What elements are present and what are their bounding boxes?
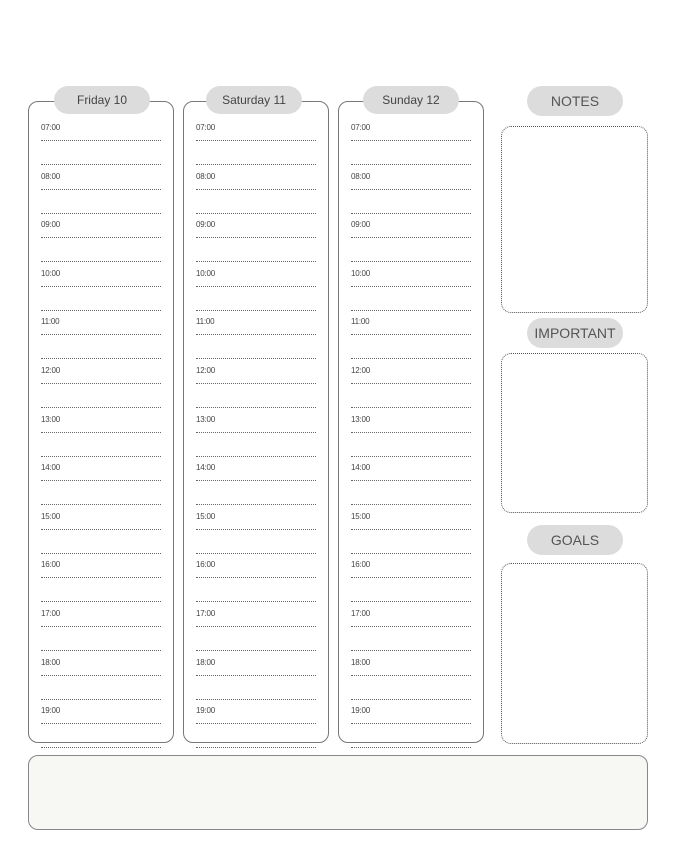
time-label: 15:00 bbox=[41, 511, 61, 521]
writing-line bbox=[41, 261, 161, 262]
time-label: 11:00 bbox=[196, 317, 215, 327]
time-slot bbox=[196, 169, 316, 218]
time-label: 09:00 bbox=[351, 220, 371, 230]
writing-line bbox=[41, 601, 161, 602]
day-column-sunday bbox=[338, 101, 484, 743]
time-label: 16:00 bbox=[196, 560, 216, 570]
bottom-notes-box[interactable] bbox=[28, 755, 648, 830]
writing-line bbox=[351, 553, 471, 554]
writing-line bbox=[41, 432, 161, 433]
time-label: 17:00 bbox=[41, 608, 61, 618]
day-column-friday bbox=[28, 101, 174, 743]
time-label: 08:00 bbox=[41, 171, 61, 181]
writing-line bbox=[196, 334, 316, 335]
writing-line bbox=[196, 383, 316, 384]
writing-line bbox=[196, 675, 316, 676]
time-label: 17:00 bbox=[351, 608, 371, 618]
time-label: 14:00 bbox=[196, 463, 216, 473]
time-slot bbox=[351, 217, 471, 266]
writing-line bbox=[41, 480, 161, 481]
writing-line bbox=[41, 334, 161, 335]
writing-line bbox=[351, 675, 471, 676]
writing-line bbox=[196, 213, 316, 214]
time-slot bbox=[196, 655, 316, 704]
time-label: 19:00 bbox=[196, 706, 216, 716]
writing-line bbox=[41, 383, 161, 384]
writing-line bbox=[196, 432, 316, 433]
time-slot bbox=[41, 703, 161, 752]
goals-box[interactable] bbox=[501, 563, 648, 744]
time-slot bbox=[196, 412, 316, 461]
time-slot bbox=[196, 314, 316, 363]
writing-line bbox=[351, 237, 471, 238]
writing-line bbox=[41, 699, 161, 700]
day-column-saturday bbox=[183, 101, 329, 743]
writing-line bbox=[351, 310, 471, 311]
time-slot bbox=[351, 509, 471, 558]
time-label: 16:00 bbox=[41, 560, 61, 570]
writing-line bbox=[196, 407, 316, 408]
time-slot bbox=[41, 266, 161, 315]
writing-line bbox=[41, 164, 161, 165]
writing-line bbox=[351, 699, 471, 700]
writing-line bbox=[41, 140, 161, 141]
time-label: 10:00 bbox=[351, 268, 371, 278]
writing-line bbox=[196, 626, 316, 627]
time-slot bbox=[41, 314, 161, 363]
time-slot bbox=[351, 703, 471, 752]
time-slot bbox=[41, 363, 161, 412]
time-slots bbox=[351, 120, 471, 752]
day-header-saturday: Saturday 11 bbox=[206, 86, 302, 114]
writing-line bbox=[351, 189, 471, 190]
time-label: 13:00 bbox=[351, 414, 371, 424]
writing-line bbox=[196, 358, 316, 359]
time-slot bbox=[196, 266, 316, 315]
time-slot bbox=[351, 266, 471, 315]
day-header-sunday: Sunday 12 bbox=[363, 86, 459, 114]
writing-line bbox=[41, 456, 161, 457]
time-label: 18:00 bbox=[41, 657, 61, 667]
time-label: 08:00 bbox=[351, 171, 371, 181]
writing-line bbox=[41, 577, 161, 578]
time-label: 07:00 bbox=[41, 123, 61, 132]
writing-line bbox=[41, 553, 161, 554]
writing-line bbox=[41, 650, 161, 651]
writing-line bbox=[196, 553, 316, 554]
writing-line bbox=[196, 747, 316, 748]
time-slot bbox=[41, 217, 161, 266]
writing-line bbox=[351, 480, 471, 481]
time-slot bbox=[41, 120, 161, 169]
writing-line bbox=[351, 358, 471, 359]
time-slots bbox=[41, 120, 161, 752]
writing-line bbox=[196, 480, 316, 481]
time-label: 13:00 bbox=[196, 414, 216, 424]
writing-line bbox=[351, 504, 471, 505]
time-slot bbox=[351, 655, 471, 704]
time-slot bbox=[196, 217, 316, 266]
time-slot bbox=[41, 460, 161, 509]
writing-line bbox=[41, 747, 161, 748]
writing-line bbox=[351, 407, 471, 408]
important-box[interactable] bbox=[501, 353, 648, 513]
writing-line bbox=[196, 601, 316, 602]
time-label: 16:00 bbox=[351, 560, 371, 570]
time-label: 12:00 bbox=[41, 365, 61, 375]
writing-line bbox=[196, 189, 316, 190]
time-label: 11:00 bbox=[351, 317, 370, 327]
writing-line bbox=[41, 213, 161, 214]
writing-line bbox=[41, 675, 161, 676]
writing-line bbox=[196, 456, 316, 457]
writing-line bbox=[351, 164, 471, 165]
writing-line bbox=[351, 747, 471, 748]
time-label: 19:00 bbox=[41, 706, 61, 716]
writing-line bbox=[351, 213, 471, 214]
time-slot bbox=[196, 557, 316, 606]
writing-line bbox=[351, 650, 471, 651]
time-slot bbox=[351, 460, 471, 509]
time-label: 09:00 bbox=[41, 220, 61, 230]
writing-line bbox=[196, 261, 316, 262]
time-label: 07:00 bbox=[351, 123, 371, 132]
writing-line bbox=[41, 407, 161, 408]
time-slot bbox=[351, 412, 471, 461]
writing-line bbox=[41, 723, 161, 724]
time-slot bbox=[351, 169, 471, 218]
writing-line bbox=[196, 140, 316, 141]
day-header-friday: Friday 10 bbox=[54, 86, 150, 114]
writing-line bbox=[196, 699, 316, 700]
writing-line bbox=[196, 577, 316, 578]
time-label: 10:00 bbox=[41, 268, 61, 278]
time-label: 19:00 bbox=[351, 706, 371, 716]
writing-line bbox=[196, 164, 316, 165]
writing-line bbox=[351, 723, 471, 724]
time-slot bbox=[41, 412, 161, 461]
writing-line bbox=[351, 577, 471, 578]
time-label: 14:00 bbox=[41, 463, 61, 473]
writing-line bbox=[196, 286, 316, 287]
time-slot bbox=[351, 557, 471, 606]
time-slot bbox=[351, 314, 471, 363]
time-label: 11:00 bbox=[41, 317, 60, 327]
writing-line bbox=[41, 626, 161, 627]
goals-header: GOALS bbox=[527, 525, 623, 555]
writing-line bbox=[41, 310, 161, 311]
time-slot bbox=[41, 606, 161, 655]
time-slot bbox=[196, 509, 316, 558]
writing-line bbox=[41, 189, 161, 190]
notes-box[interactable] bbox=[501, 126, 648, 313]
time-slot bbox=[351, 363, 471, 412]
writing-line bbox=[351, 286, 471, 287]
time-label: 13:00 bbox=[41, 414, 61, 424]
time-label: 12:00 bbox=[351, 365, 371, 375]
time-slot bbox=[41, 557, 161, 606]
time-label: 17:00 bbox=[196, 608, 216, 618]
writing-line bbox=[351, 529, 471, 530]
time-label: 12:00 bbox=[196, 365, 216, 375]
time-slot bbox=[196, 606, 316, 655]
writing-line bbox=[351, 601, 471, 602]
writing-line bbox=[351, 383, 471, 384]
time-label: 09:00 bbox=[196, 220, 216, 230]
writing-line bbox=[41, 504, 161, 505]
time-slot bbox=[41, 509, 161, 558]
time-label: 15:00 bbox=[351, 511, 371, 521]
writing-line bbox=[196, 650, 316, 651]
time-slots bbox=[196, 120, 316, 752]
time-label: 08:00 bbox=[196, 171, 216, 181]
writing-line bbox=[41, 286, 161, 287]
time-label: 15:00 bbox=[196, 511, 216, 521]
time-slot bbox=[196, 120, 316, 169]
important-header: IMPORTANT bbox=[527, 318, 623, 348]
time-slot bbox=[351, 120, 471, 169]
writing-line bbox=[196, 723, 316, 724]
time-label: 10:00 bbox=[196, 268, 216, 278]
time-label: 18:00 bbox=[351, 657, 371, 667]
writing-line bbox=[196, 237, 316, 238]
writing-line bbox=[351, 456, 471, 457]
time-slot bbox=[196, 363, 316, 412]
writing-line bbox=[351, 626, 471, 627]
time-label: 18:00 bbox=[196, 657, 216, 667]
writing-line bbox=[196, 504, 316, 505]
notes-header: NOTES bbox=[527, 86, 623, 116]
writing-line bbox=[196, 529, 316, 530]
writing-line bbox=[351, 432, 471, 433]
writing-line bbox=[351, 334, 471, 335]
writing-line bbox=[351, 140, 471, 141]
writing-line bbox=[196, 310, 316, 311]
time-label: 14:00 bbox=[351, 463, 371, 473]
writing-line bbox=[41, 529, 161, 530]
time-slot bbox=[196, 460, 316, 509]
time-slot bbox=[41, 169, 161, 218]
time-slot bbox=[351, 606, 471, 655]
time-slot bbox=[41, 655, 161, 704]
time-slot bbox=[196, 703, 316, 752]
writing-line bbox=[41, 358, 161, 359]
time-label: 07:00 bbox=[196, 123, 216, 132]
writing-line bbox=[41, 237, 161, 238]
writing-line bbox=[351, 261, 471, 262]
